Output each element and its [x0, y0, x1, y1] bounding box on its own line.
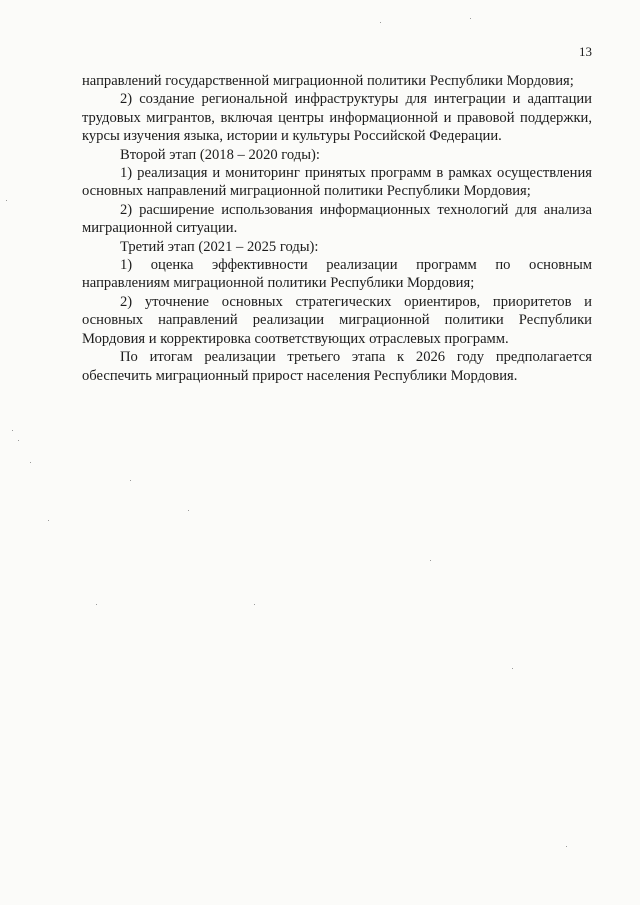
paragraph-stage3-item2: 2) уточнение основных стратегических ориентиров, приоритетов и основных направлений реализации миграционной политики Республики Мордовия и корректировка соответствующих отраслевых программ. — [82, 293, 592, 347]
scan-speck — [12, 430, 13, 431]
document-body — [82, 72, 592, 385]
scan-speck — [48, 520, 49, 521]
scan-speck — [30, 462, 31, 463]
paragraph-stage2-item2: 2) расширение использования информационных технологий для анализа миграционной ситуации. — [82, 201, 592, 237]
scan-speck — [254, 604, 255, 605]
scan-speck — [188, 510, 189, 511]
scan-speck — [430, 560, 431, 561]
scan-speck — [512, 668, 513, 669]
scan-speck — [566, 846, 567, 847]
stage3-heading: Третий этап (2021 – 2025 годы): — [120, 238, 319, 255]
paragraph-stage1-item2: 2) создание региональной инфраструктуры для интеграции и адаптации трудовых мигрантов, включая центры информационной и правовой поддержки, курсы изучения языка, истории и культуры Российской Федерации. — [82, 91, 592, 145]
stage2-heading: Второй этап (2018 – 2020 годы): — [120, 146, 320, 163]
scan-speck — [96, 604, 97, 605]
scan-speck — [18, 440, 19, 441]
scan-speck — [130, 480, 131, 481]
paragraph-continuation: направлений государственной миграционной политики Республики Мордовия; — [82, 73, 574, 89]
scan-speck — [6, 200, 7, 201]
paragraph-conclusion: По итогам реализации третьего этапа к 2026 году предполагается обеспечить миграционный прирост населения Республики Мордовия. — [82, 349, 592, 384]
paragraph-stage3-item1: 1) оценка эффективности реализации программ по основным направлениям миграционной политики Республики Мордовия; — [82, 257, 592, 292]
page-number: 13 — [579, 44, 592, 59]
scan-speck — [380, 22, 381, 23]
paragraph-stage2-item1: 1) реализация и мониторинг принятых программ в рамках осуществления основных направлений миграционной политики Республики Мордовия; — [82, 165, 592, 200]
scan-speck — [470, 18, 471, 19]
